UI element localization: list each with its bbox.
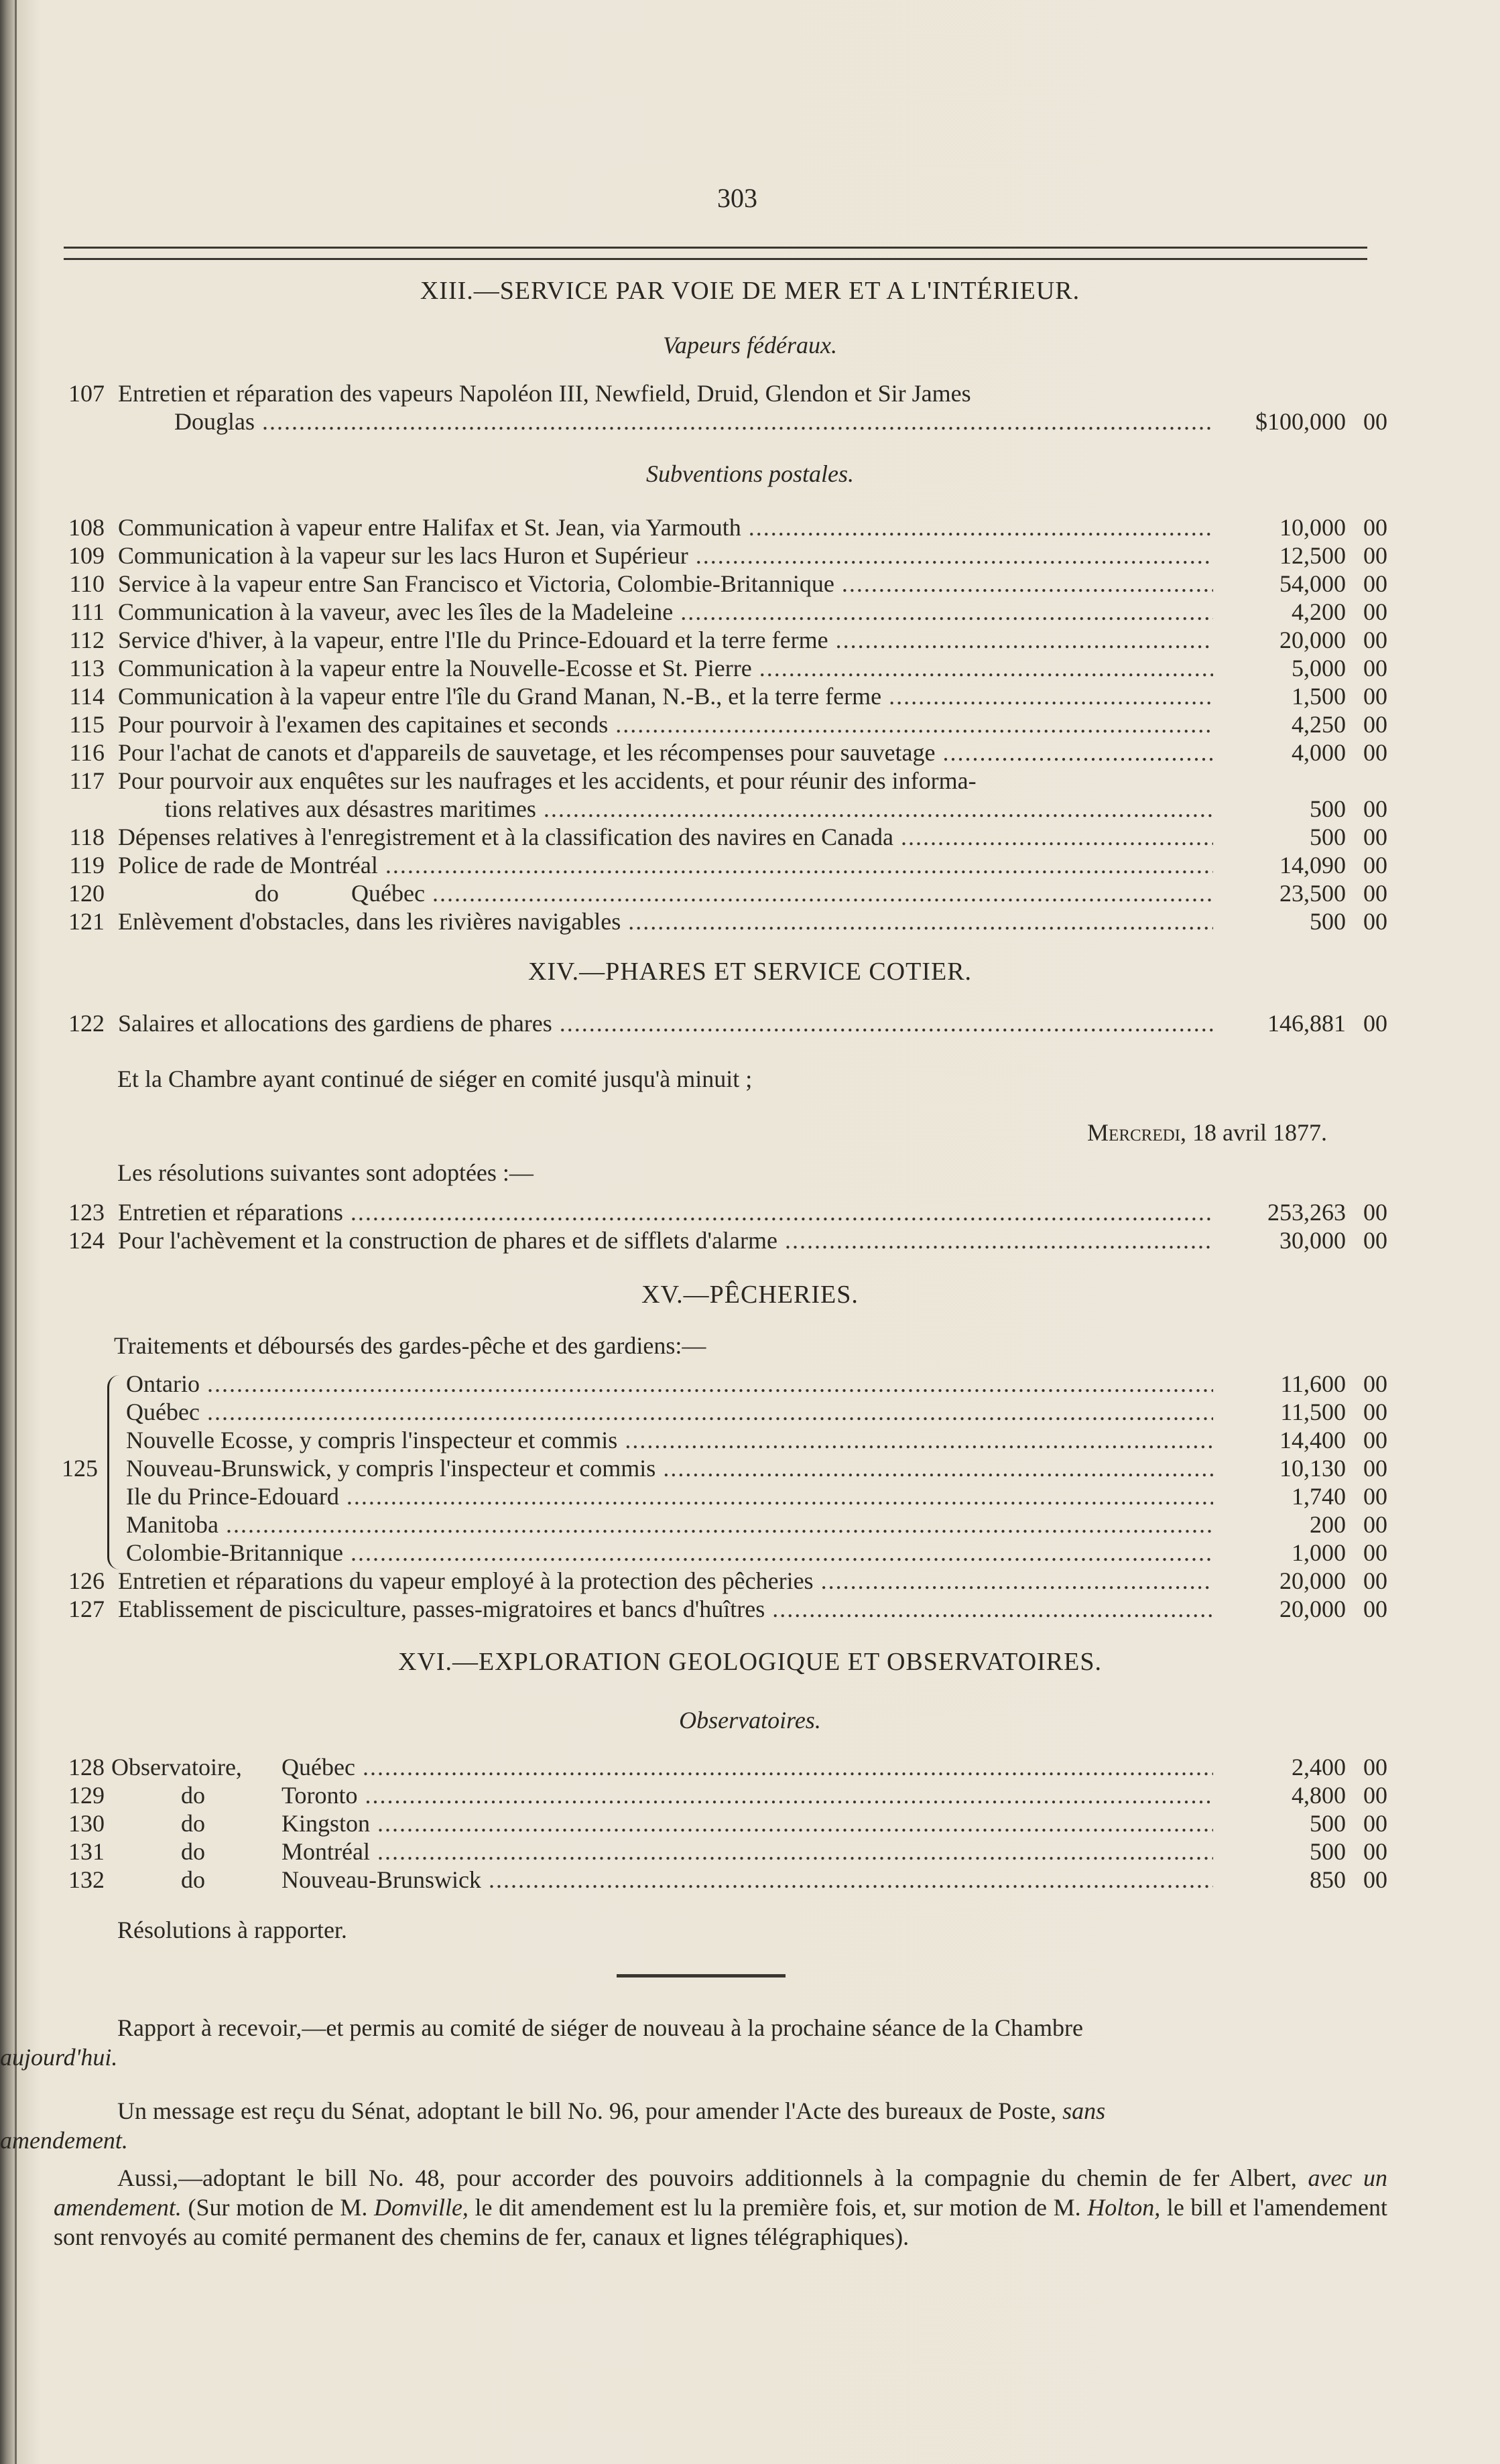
item-row: 108 Communication à vapeur entre Halifax et St. Jean, via Yarmouth ..... 10,000 00 — [54, 513, 1387, 541]
subhead-observatoires: Observatoires. — [679, 1707, 821, 1734]
item-row: 124 Pour l'achèvement et la construction de phares et de sifflets d'alarme ..... 30,000 00 — [54, 1226, 1387, 1254]
section-heading-xv: XV.—PÊCHERIES. — [641, 1281, 859, 1309]
header-rule — [64, 247, 1367, 260]
item-row: 129 do Toronto ..... 4,800 00 — [54, 1781, 1387, 1809]
item-row: 115 Pour pourvoir à l'examen des capitaines et seconds ..... 4,250 00 — [54, 710, 1387, 738]
item-row-117-cont: tions relatives aux désastres maritimes ..... 500 00 — [54, 795, 1387, 823]
item-row: 119 Police de rade de Montréal ..... 14,090 00 — [54, 851, 1387, 879]
resolutions-intro: Les résolutions suivantes sont adoptées :— — [117, 1159, 534, 1186]
item-description-cont: Douglas ..... — [174, 407, 1213, 436]
page-number: 303 — [717, 183, 757, 213]
item-row: 113 Communication à la vapeur entre la Nouvelle-Ecosse et St. Pierre ..... 5,000 00 — [54, 654, 1387, 682]
item-row: 126 Entretien et réparations du vapeur employé à la protection des pêcheries ..... 20,000 00 — [54, 1567, 1387, 1595]
item-row-107 — [54, 379, 1387, 407]
item-row-125g: Colombie-Britannique ..... 1,000 00 — [54, 1539, 1387, 1567]
item-row: 111 Communication à la vaveur, avec les îles de la Madeleine ..... 4,200 00 — [54, 598, 1387, 626]
item-number: 107 — [68, 380, 105, 407]
item-row: 110 Service à la vapeur entre San Francisco et Victoria, Colombie-Britannique ..... 54,000 00 — [54, 570, 1387, 598]
section-heading-xvi: XVI.—EXPLORATION GEOLOGIQUE ET OBSERVATOIRES. — [397, 1648, 1102, 1676]
item-row-125a: Ontario ..... 11,600 00 — [54, 1370, 1387, 1398]
subhead-subventions: Subventions postales. — [646, 460, 854, 487]
item-row-125d: 125 Nouveau-Brunswick, y compris l'inspecteur et commis ..... 10,130 00 — [54, 1454, 1387, 1482]
item-row-125c: Nouvelle Ecosse, y compris l'inspecteur et commis ..... 14,400 00 — [54, 1426, 1387, 1454]
item-row: 123 Entretien et réparations ..... 253,263 00 — [54, 1198, 1387, 1226]
item-description: Entretien et réparation des vapeurs Napoléon III, Newfield, Druid, Glendon et Sir James — [118, 380, 971, 407]
resolutions-report: Résolutions à rapporter. — [117, 1917, 347, 1943]
item-row: 132 do Nouveau-Brunswick ..... 850 00 — [54, 1866, 1387, 1894]
item-row: 118 Dépenses relatives à l'enregistrement et à la classification des navires en Canada ..... 500 00 — [54, 823, 1387, 851]
subhead-vapeurs: Vapeurs fédéraux. — [663, 332, 837, 359]
item-row: 120 do Québec ..... 23,500 00 — [54, 879, 1387, 907]
item-row: 116 Pour l'achat de canots et d'appareils de sauvetage, et les récompenses pour sauvetage ..... 4,000 00 — [54, 738, 1387, 767]
date-line: Mercredi, 18 avril 1877. — [1087, 1119, 1327, 1146]
item-row-107-cont — [54, 407, 1387, 436]
item-row-125f: Manitoba ..... 200 00 — [54, 1510, 1387, 1539]
item-row: 127 Etablissement de pisciculture, passes-migratoires et bancs d'huîtres ..... 20,000 00 — [54, 1595, 1387, 1623]
item-row: 121 Enlèvement d'obstacles, dans les rivières navigables ..... 500 00 — [54, 907, 1387, 935]
peche-intro: Traitements et déboursés des gardes-pêche et des gardiens:— — [114, 1332, 706, 1359]
item-row: 109 Communication à la vapeur sur les lacs Huron et Supérieur ..... 12,500 00 — [54, 541, 1387, 570]
paragraph-rapport: Rapport à recevoir,—et permis au comité de siéger de nouveau à la prochaine séance de la Chambre aujourd'hui. — [0, 2014, 1083, 2071]
item-amount: $100,000 00 — [1255, 408, 1387, 435]
section-heading-xiv: XIV.—PHARES ET SERVICE COTIER. — [527, 958, 973, 986]
section-heading-xiii: XIII.—SERVICE PAR VOIE DE MER ET A L'INTÉRIEUR. — [420, 277, 1080, 305]
item-row: 130 do Kingston ..... 500 00 — [54, 1809, 1387, 1837]
item-row: 131 do Montréal ..... 500 00 — [54, 1837, 1387, 1866]
item-row-117: 117 Pour pourvoir aux enquêtes sur les naufrages et les accidents, et pour réunir des informa- — [69, 767, 977, 794]
item-row: 128 Observatoire, Québec ..... 2,400 00 — [54, 1753, 1387, 1781]
book-spine — [15, 0, 17, 2464]
paragraph-bill-48: Aussi,—adoptant le bill No. 48, pour accorder des pouvoirs additionnels à la compagnie du chemin de fer Albert, avec un amendement. (Sur motion de M. Domville, le dit amendement est lu la première fois, et, sur motion de M. Holton, le bill et l'amendement sont renvoyés au comité permanent des chemins de fer, canaux et lignes télégraphiques). — [54, 2164, 1388, 2250]
paragraph-message-senat: Un message est reçu du Sénat, adoptant le bill No. 96, pour amender l'Acte des bureaux de Poste, sans amendement. — [0, 2097, 1106, 2154]
item-row: 112 Service d'hiver, à la vapeur, entre l'Ile du Prince-Edouard et la terre ferme ..... 20,000 00 — [54, 626, 1387, 654]
divider-rule — [617, 1974, 786, 1977]
item-row-122: 122 Salaires et allocations des gardiens de phares ..... 146,881 00 — [54, 1009, 1387, 1037]
item-row-125e: Ile du Prince-Edouard ..... 1,740 00 — [54, 1482, 1387, 1510]
item-row-125b: Québec ..... 11,500 00 — [54, 1398, 1387, 1426]
committee-line: Et la Chambre ayant continué de siéger en comité jusqu'à minuit ; — [117, 1065, 753, 1092]
item-row: 114 Communication à la vapeur entre l'île du Grand Manan, N.-B., et la terre ferme ..... 1,500 00 — [54, 682, 1387, 710]
